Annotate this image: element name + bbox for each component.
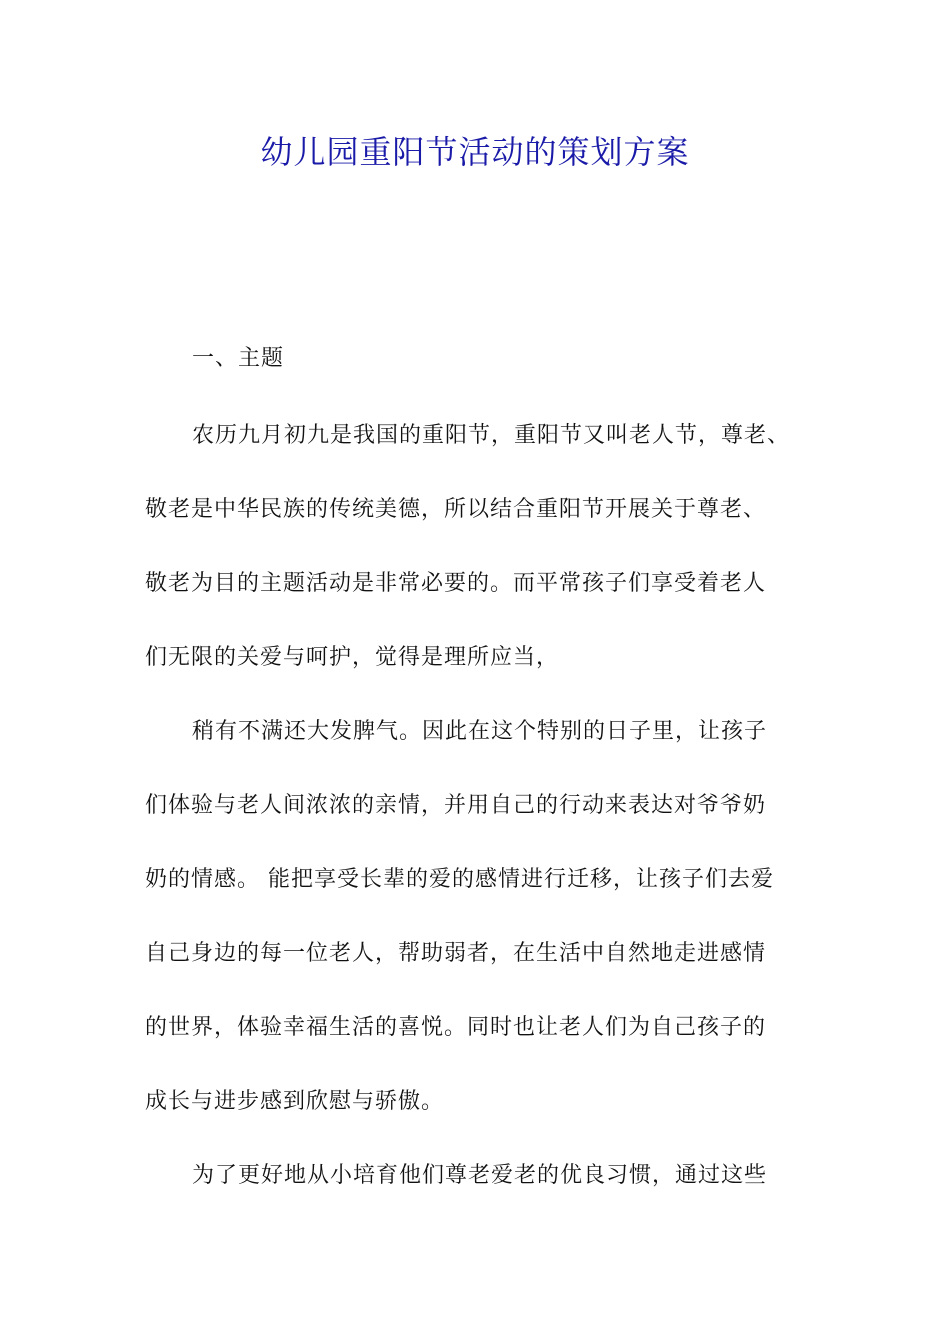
paragraph-line: 敬老是中华民族的传统美德，所以结合重阳节开展关于尊老、	[145, 497, 767, 522]
paragraph-line: 们无限的关爱与呵护，觉得是理所应当，	[145, 645, 560, 670]
paragraph-line: 农历九月初九是我国的重阳节，重阳节又叫老人节，尊老、	[192, 423, 791, 448]
document-title: 幼儿园重阳节活动的策划方案	[260, 133, 690, 171]
paragraph-line: 为了更好地从小培育他们尊老爱老的优良习惯，通过这些	[192, 1163, 768, 1188]
paragraph-line: 奶的情感。 能把享受长辈的爱的感情进行迁移，让孩子们去爱	[145, 867, 774, 892]
paragraph-line: 稍有不满还大发脾气。因此在这个特别的日子里，让孩子	[192, 719, 768, 744]
paragraph-line: 自己身边的每一位老人，帮助弱者，在生活中自然地走进感情	[145, 941, 767, 966]
paragraph-line: 成长与进步感到欣慰与骄傲。	[145, 1089, 445, 1114]
paragraph-line: 们体验与老人间浓浓的亲情，并用自己的行动来表达对爷爷奶	[145, 793, 767, 818]
section-heading: 一、主题	[192, 346, 285, 371]
paragraph-line: 敬老为目的主题活动是非常必要的。而平常孩子们享受着老人	[145, 571, 767, 596]
paragraph-line: 的世界，体验幸福生活的喜悦。同时也让老人们为自己孩子的	[145, 1015, 767, 1040]
